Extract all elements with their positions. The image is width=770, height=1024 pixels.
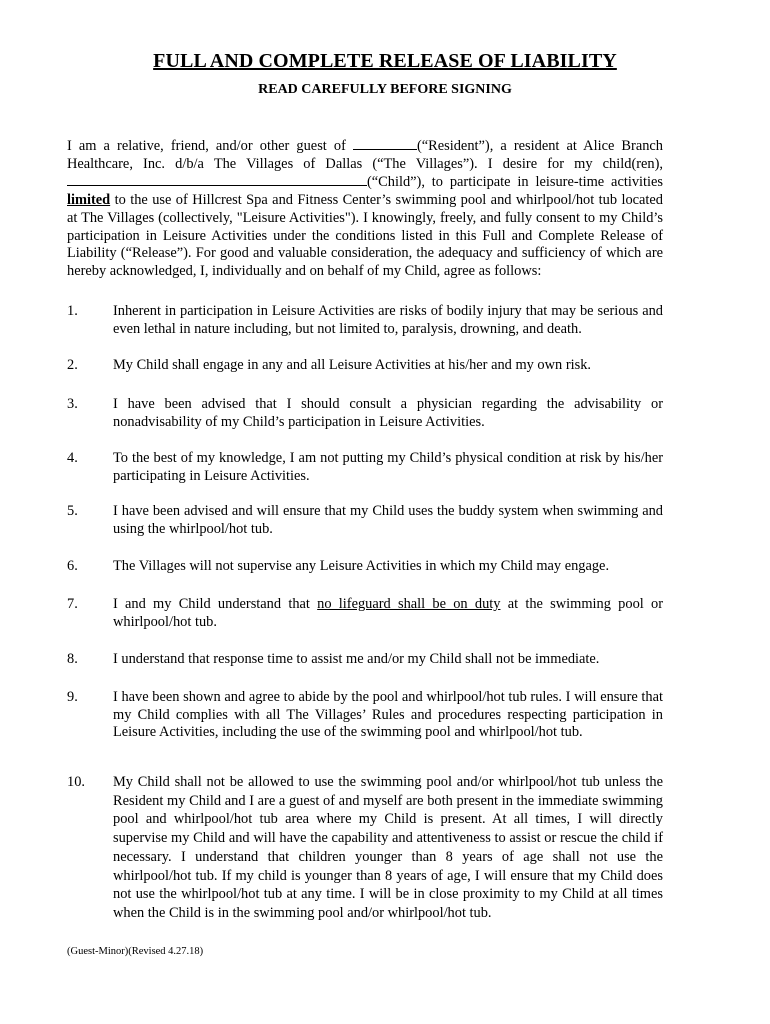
- item-text: I and my Child understand that no lifeguard shall be on duty at the swimming pool or whirlpool/hot tub.: [113, 596, 664, 630]
- list-item-4: [67, 450, 663, 485]
- intro-text-1: I am a relative, friend, and/or other guest of: [67, 138, 353, 154]
- item-text: I have been advised and will ensure that my Child uses the buddy system when swimming and using the whirlpool/hot tub.: [113, 503, 663, 537]
- item-number: 4.: [67, 450, 78, 466]
- item-text: My Child shall not be allowed to use the swimming pool and/or whirlpool/hot tub unless the Resident my Child and I are a guest of and myself are both present in the immediate swimming pool and whirlpool/hot tub area where my Child is present. At all times, I will directly supervise my Child and will have the capability and attentiveness to assist or rescue the child if necessary. I understand that children younger than 8 years of age shall not use the whirlpool/hot tub. If my child is younger than 8 years of age, I will ensure that my Child does not use the whirlpool/hot tub at any time. I will be in close proximity to my Child at all times when the Child is in the swimming pool and/or whirlpool/hot tub.: [113, 774, 663, 921]
- item-number: 8.: [67, 651, 78, 667]
- page-title: FULL AND COMPLETE RELEASE OF LIABILITY: [153, 50, 617, 72]
- list-item-7: [67, 596, 663, 631]
- item-text: To the best of my knowledge, I am not putting my Child’s physical condition at risk by his/her participating in Leisure Activities.: [113, 450, 663, 484]
- item-text: The Villages will not supervise any Leisure Activities in which my Child may engage.: [113, 558, 610, 574]
- list-item-6: [67, 558, 663, 576]
- list-item-9: [67, 689, 663, 742]
- child-name-blank[interactable]: [67, 173, 367, 186]
- list-item-10: [67, 773, 663, 923]
- item-text: My Child shall engage in any and all Leisure Activities at his/her and my own risk.: [113, 357, 591, 373]
- no-lifeguard-emphasis: no lifeguard shall be on duty: [317, 596, 501, 612]
- item-number: 6.: [67, 558, 78, 574]
- item-number: 2.: [67, 357, 78, 373]
- list-item-8: [67, 651, 663, 669]
- intro-text-3: (“Child”), to participate in leisure-time activities: [367, 174, 663, 191]
- item-number: 9.: [67, 689, 78, 705]
- item-number: 7.: [67, 596, 78, 612]
- list-item-2: [67, 357, 663, 375]
- item-number: 3.: [67, 396, 78, 412]
- resident-name-blank[interactable]: [353, 137, 417, 150]
- revision-footer: (Guest-Minor)(Revised 4.27.18): [67, 946, 204, 957]
- item-text: Inherent in participation in Leisure Activities are risks of bodily injury that may be serious and even lethal in nature including, but not limited to, paralysis, drowning, and death.: [113, 303, 663, 337]
- list-item-1: [67, 303, 663, 338]
- item-number: 5.: [67, 503, 78, 519]
- item-text: I have been advised that I should consult a physician regarding the advisability or nonadvisability of my Child’s participation in Leisure Activities.: [113, 396, 663, 430]
- intro-text-4: to the use of Hillcrest Spa and Fitness Center’s swimming pool and whirlpool/hot tub located at The Villages (collectively, "Leisure Activities"). I knowingly, freely, and fully consent to my Child’s participation in Leisure Activities under the conditions listed in this Full and Complete Release of Liability (“Release”). For good and valuable consideration, the adequacy and sufficiency of which are hereby acknowledged, I, individually and on behalf of my Child, agree as follows:: [67, 192, 663, 279]
- item-number: 1.: [67, 303, 78, 319]
- list-item-3: [67, 396, 663, 431]
- item-number: 10.: [67, 774, 85, 790]
- intro-text-2: (“Resident”), a resident at Alice Branch Healthcare, Inc. d/b/a The Villages of Dallas (“The Villages”). I desire for my child(ren),: [67, 138, 663, 172]
- list-item-5: [67, 503, 663, 538]
- page-subtitle: READ CAREFULLY BEFORE SIGNING: [258, 82, 512, 97]
- item-text: I have been shown and agree to abide by the pool and whirlpool/hot tub rules. I will ensure that my Child complies with all The Villages’ Rules and procedures respecting participation in Leisure Activities, including the use of the swimming pool and whirlpool/hot tub.: [113, 689, 663, 740]
- intro-paragraph: [67, 137, 663, 281]
- limited-emphasis: limited: [67, 192, 111, 209]
- item-text: I understand that response time to assist me and/or my Child shall not be immediate.: [113, 651, 600, 667]
